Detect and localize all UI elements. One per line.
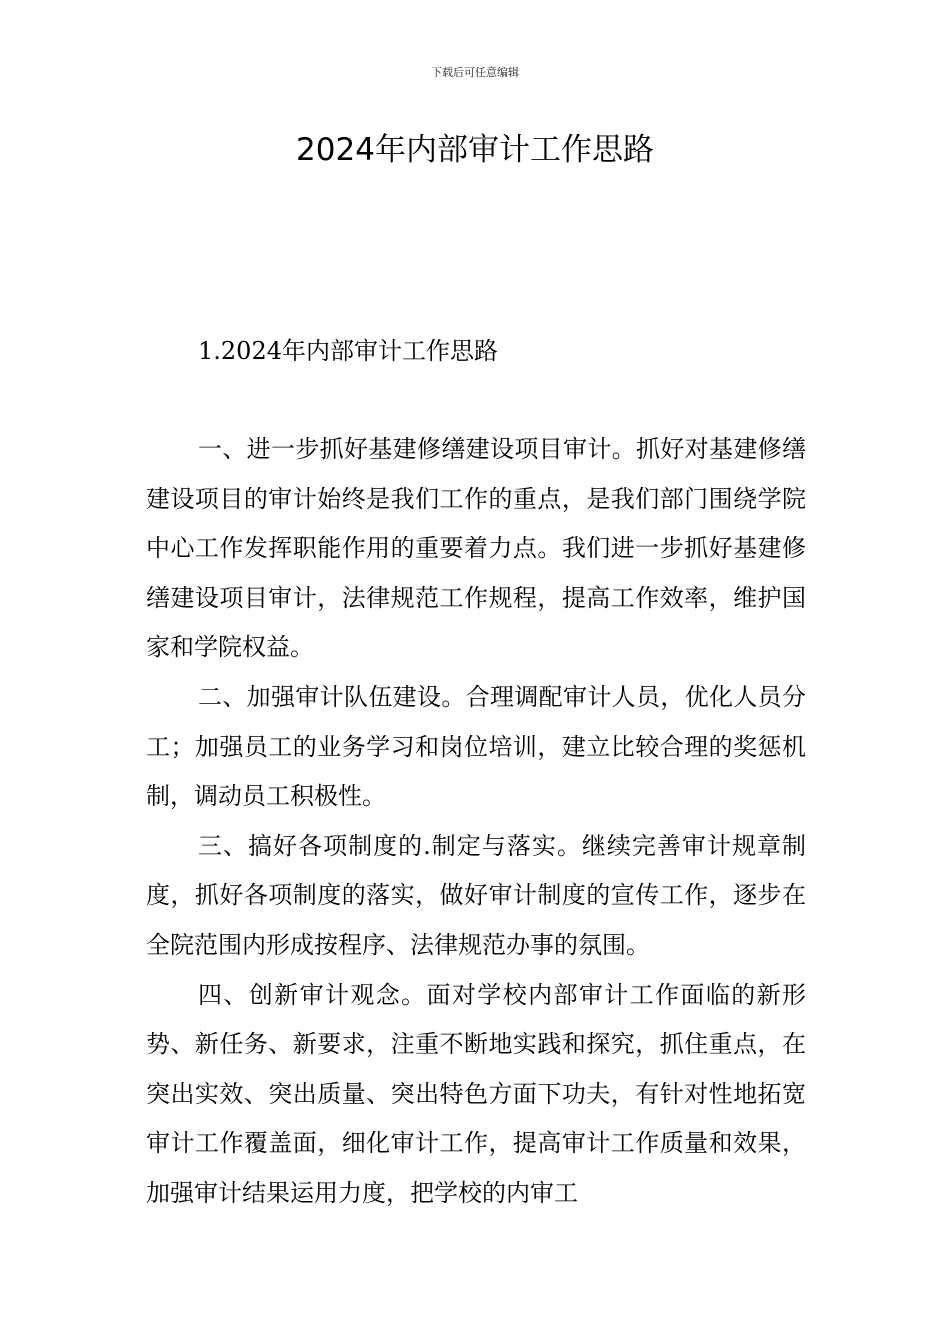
paragraph-1: 一、进一步抓好基建修缮建设项目审计。抓好对基建修缮建设项目的审计始终是我们工作的重点，是我们部门围绕学院中心工作发挥职能作用的重要着力点。我们进一步抓好基建修缮建设项目审计，法律规范工作规程，提高工作效率，维护国家和学院权益。 (146, 435, 806, 662)
paragraph-4: 四、创新审计观念。面对学校内部审计工作面临的新形势、新任务、新要求，注重不断地实践和探究，抓住重点，在突出实效、突出质量、突出特色方面下功夫，有针对性地拓宽审计工作覆盖面，细化审计工作，提高审计工作质量和效果，加强审计结果运用力度，把学校的内审工 (146, 980, 806, 1207)
document-title: 2024年内部审计工作思路 (296, 132, 654, 168)
header-note: 下载后可任意编辑 (431, 66, 519, 79)
document-body (146, 425, 806, 1219)
section-heading: 1.2024年内部审计工作思路 (198, 337, 498, 365)
paragraph-2: 二、加强审计队伍建设。合理调配审计人员，优化人员分工；加强员工的业务学习和岗位培训，建立比较合理的奖惩机制，调动员工积极性。 (146, 682, 806, 811)
paragraph-3: 三、搞好各项制度的.制定与落实。继续完善审计规章制度，抓好各项制度的落实，做好审计制度的宣传工作，逐步在全院范围内形成按程序、法律规范办事的氛围。 (146, 831, 806, 959)
